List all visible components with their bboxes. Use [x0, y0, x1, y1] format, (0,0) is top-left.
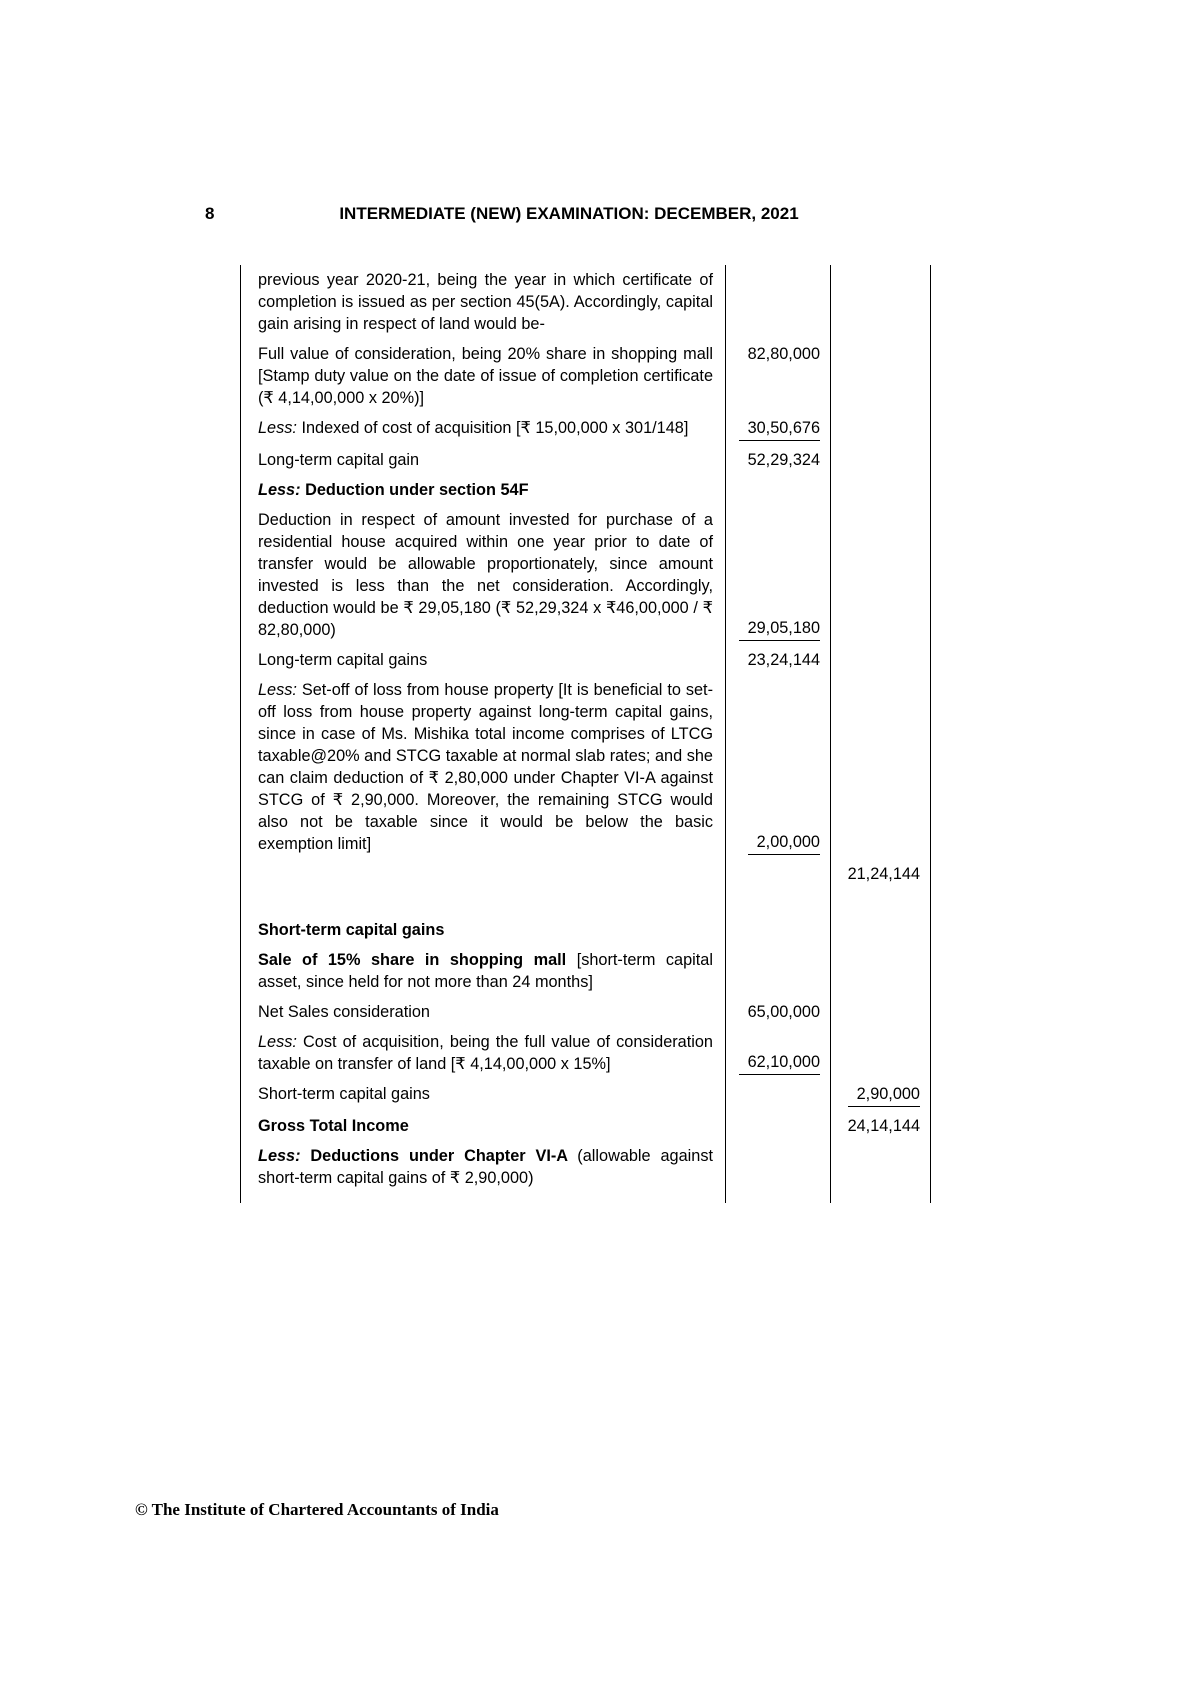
- amount-col-1: [726, 645, 831, 675]
- amount-col-1: [726, 475, 831, 505]
- table-row: [241, 475, 931, 505]
- amount-col-2: [831, 859, 931, 915]
- amount-col-2: [831, 915, 931, 945]
- amount-value: 52,29,324: [747, 451, 820, 469]
- amount-value: 29,05,180: [739, 617, 820, 641]
- amount-value: 2,90,000: [848, 1083, 920, 1107]
- amount-col-2: [831, 505, 931, 645]
- table-row: [241, 675, 931, 859]
- amount-col-1: [726, 1027, 831, 1079]
- page-header: INTERMEDIATE (NEW) EXAMINATION: DECEMBER, 2021: [339, 204, 799, 223]
- amount-col-2: [831, 1111, 931, 1141]
- amount-value: 65,00,000: [747, 1003, 820, 1021]
- amount-col-2: [831, 445, 931, 475]
- table-row: [241, 915, 931, 945]
- amount-col-1: [726, 675, 831, 859]
- table-row: [241, 413, 931, 445]
- row-description: [241, 413, 726, 445]
- text-segment: Less:: [258, 1033, 297, 1051]
- table-row: [241, 339, 931, 413]
- page-header-row: [205, 203, 933, 225]
- amount-col-2: [831, 265, 931, 339]
- text-segment: [short-term capital asset, since held for not more than 24 months]: [258, 951, 713, 991]
- table-row: [241, 997, 931, 1027]
- row-description: [241, 945, 726, 997]
- row-description: [241, 915, 726, 945]
- row-description: [241, 859, 726, 915]
- amount-col-1: [726, 1079, 831, 1111]
- amount-col-1: [726, 413, 831, 445]
- amount-col-1: [726, 915, 831, 945]
- amount-col-1: [726, 339, 831, 413]
- text-segment: Short-term capital gains: [258, 921, 445, 939]
- table-row: [241, 645, 931, 675]
- amount-value: 2,00,000: [748, 831, 820, 855]
- amount-value: 62,10,000: [739, 1051, 820, 1075]
- row-description: [241, 1027, 726, 1079]
- row-description: [241, 645, 726, 675]
- amount-col-2: [831, 1141, 931, 1203]
- row-description: [241, 1079, 726, 1111]
- text-segment: Deduction in respect of amount invested for purchase of a residential house acquired within one year prior to date of transfer would be allowable proportionately, since amount invested is less than the net consideration. Accordingly, deduction would be ₹ 29,05,180 (₹ 52,29,324 x ₹46,00,000 / ₹ 82,80,000): [258, 511, 713, 639]
- row-description: [241, 505, 726, 645]
- text-segment: Less:: [258, 419, 297, 437]
- text-segment: (allowable against short-term capital gains of ₹ 2,90,000): [258, 1147, 713, 1187]
- amount-col-2: [831, 339, 931, 413]
- table-row: [241, 1141, 931, 1203]
- table-row: [241, 265, 931, 339]
- amount-col-1: [726, 945, 831, 997]
- amount-col-1: [726, 505, 831, 645]
- text-segment: Indexed of cost of acquisition [₹ 15,00,000 x 301/148]: [296, 419, 689, 437]
- text-segment: Net Sales consideration: [258, 1003, 430, 1021]
- amount-col-1: [726, 1111, 831, 1141]
- row-description: [241, 445, 726, 475]
- row-description: [241, 997, 726, 1027]
- amount-value: 24,14,144: [847, 1117, 920, 1135]
- row-description: [241, 675, 726, 859]
- row-description: [241, 475, 726, 505]
- table-row: [241, 505, 931, 645]
- text-segment: previous year 2020-21, being the year in which certificate of completion is issued as per section 45(5A). Accordingly, capital gain arising in respect of land would be-: [258, 271, 713, 333]
- text-segment: Less:: [258, 1147, 301, 1165]
- amount-col-2: [831, 475, 931, 505]
- text-segment: Less:: [258, 681, 297, 699]
- text-segment: Full value of consideration, being 20% share in shopping mall [Stamp duty value on the date of issue of completion certificate (₹ 4,14,00,000 x 20%)]: [258, 345, 713, 407]
- text-segment: Long-term capital gains: [258, 651, 428, 669]
- amount-col-2: [831, 675, 931, 859]
- page-number: 8: [205, 204, 215, 223]
- row-description: [241, 339, 726, 413]
- amount-col-2: [831, 645, 931, 675]
- table-row: [241, 859, 931, 915]
- amount-col-1: [726, 1141, 831, 1203]
- table-row: [241, 1027, 931, 1079]
- row-description: [241, 1111, 726, 1141]
- text-segment: Deduction under section 54F: [300, 481, 529, 499]
- amount-value: 23,24,144: [747, 651, 820, 669]
- page-footer: © The Institute of Chartered Accountants of India: [135, 1500, 499, 1519]
- amount-col-2: [831, 413, 931, 445]
- text-segment: Long-term capital gain: [258, 451, 420, 469]
- text-segment: Sale of 15% share in shopping mall: [258, 951, 567, 969]
- amount-col-2: [831, 1079, 931, 1111]
- amount-value: 30,50,676: [739, 417, 820, 441]
- amount-col-2: [831, 997, 931, 1027]
- amount-col-2: [831, 1027, 931, 1079]
- amount-col-1: [726, 265, 831, 339]
- text-segment: Cost of acquisition, being the full value of consideration taxable on transfer of land [₹ 4,14,00,000 x 15%]: [258, 1033, 713, 1073]
- text-segment: Gross Total Income: [258, 1117, 409, 1135]
- amount-value: 82,80,000: [747, 345, 820, 363]
- table-row: [241, 1111, 931, 1141]
- text-segment: Less:: [258, 481, 301, 499]
- table-row: [241, 1079, 931, 1111]
- text-segment: Set-off of loss from house property [It is beneficial to set-off loss from house property against long-term capital gains, since in case of Ms. Mishika total income comprises of LTCG taxable@20% and STCG taxable at normal slab rates; and she can claim deduction of ₹ 2,80,000 under Chapter VI-A against STCG of ₹ 2,90,000. Moreover, the remaining STCG would also not be taxable since it would be below the basic exemption limit]: [258, 681, 713, 853]
- table-row: [241, 445, 931, 475]
- amount-col-1: [726, 997, 831, 1027]
- computation-table: [240, 265, 931, 1203]
- row-description: [241, 265, 726, 339]
- amount-col-1: [726, 445, 831, 475]
- amount-col-1: [726, 859, 831, 915]
- amount-value: 21,24,144: [847, 865, 920, 883]
- text-segment: Short-term capital gains: [258, 1085, 430, 1103]
- text-segment: Deductions under Chapter VI-A: [300, 1147, 578, 1165]
- table-row: [241, 945, 931, 997]
- row-description: [241, 1141, 726, 1203]
- amount-col-2: [831, 945, 931, 997]
